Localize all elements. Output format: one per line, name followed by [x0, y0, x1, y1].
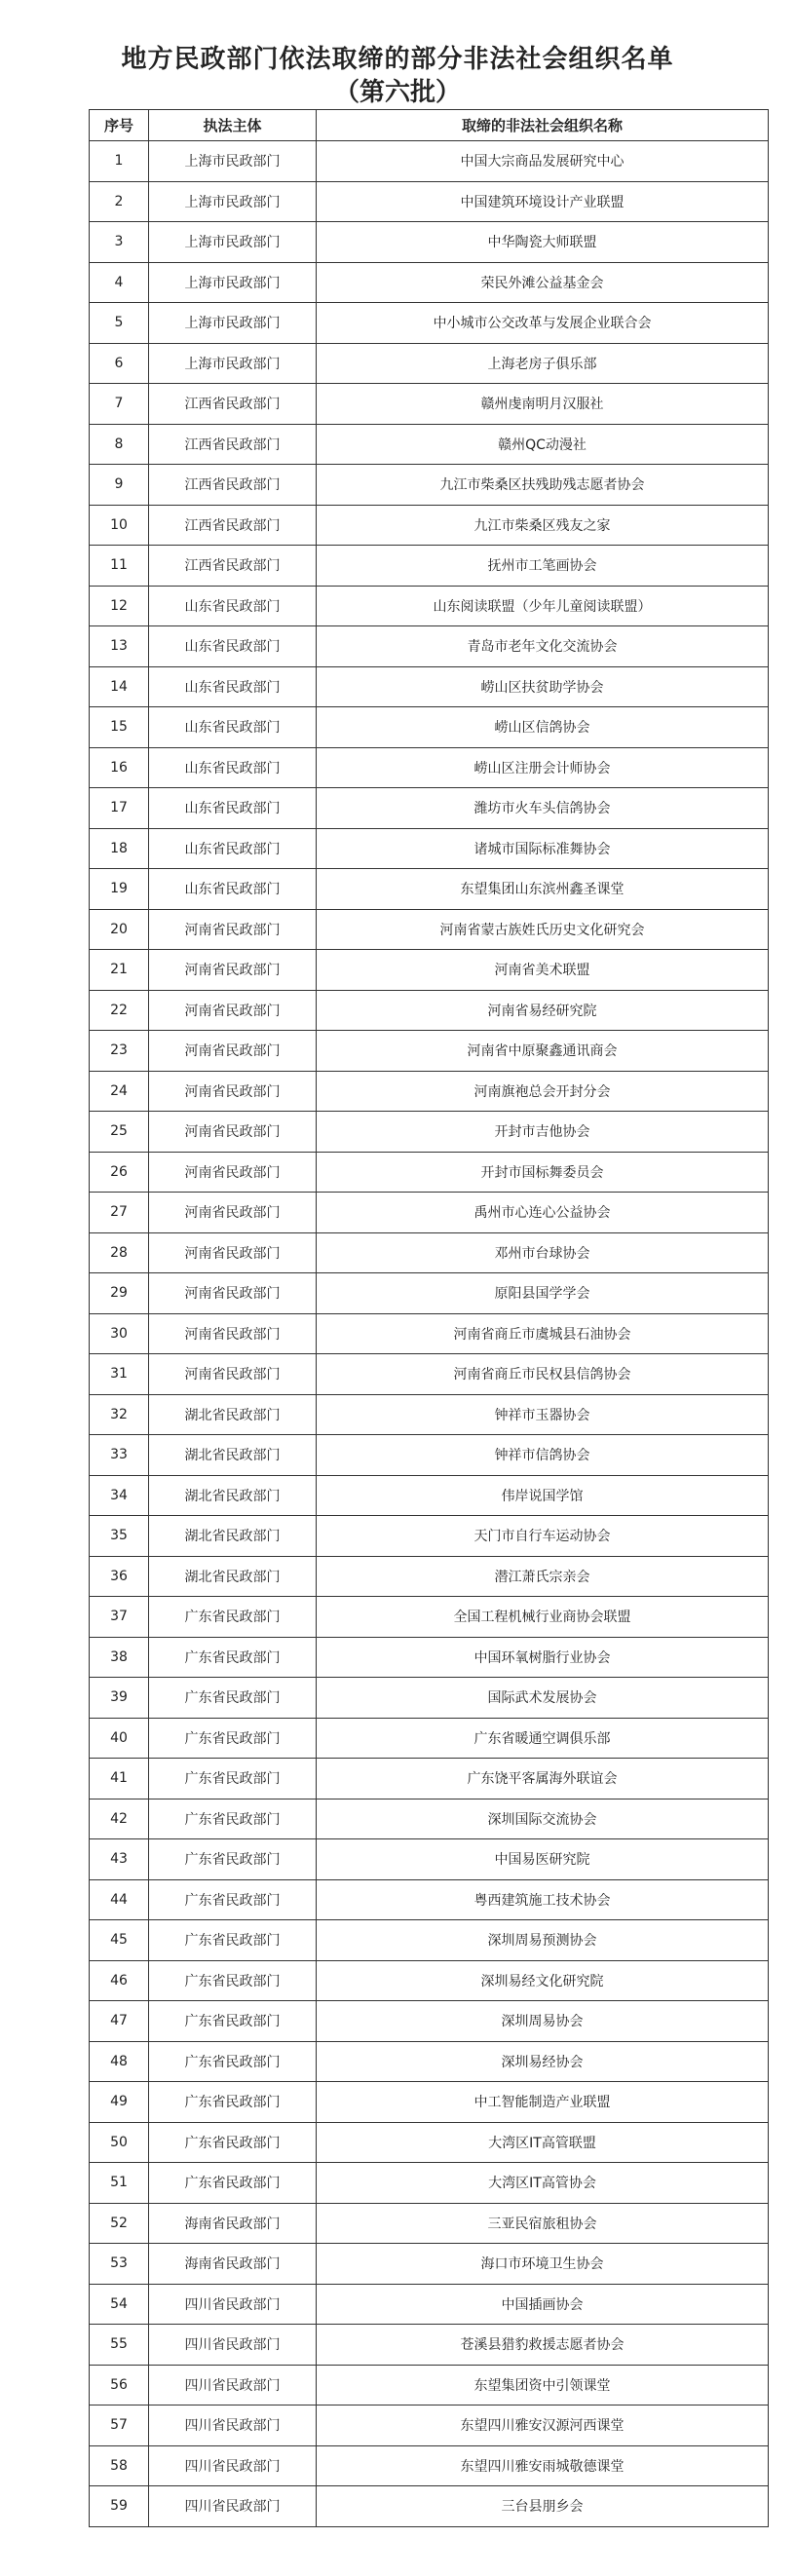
table-row: [90, 2041, 769, 2082]
cell-enforcer: 上海市民政部门: [149, 181, 317, 222]
cell-enforcer: 湖北省民政部门: [149, 1516, 317, 1557]
header-enforcer: 执法主体: [149, 110, 317, 141]
cell-organization: 深圳国际交流协会: [317, 1799, 769, 1839]
cell-organization: 崂山区信鸽协会: [317, 707, 769, 748]
cell-enforcer: 四川省民政部门: [149, 2486, 317, 2527]
cell-organization: 河南省商丘市虞城县石油协会: [317, 1313, 769, 1354]
cell-enforcer: 广东省民政部门: [149, 1799, 317, 1839]
table-row: [90, 1920, 769, 1961]
cell-enforcer: 上海市民政部门: [149, 222, 317, 263]
cell-index: 56: [90, 2365, 149, 2406]
cell-enforcer: 广东省民政部门: [149, 1637, 317, 1678]
table-row: [90, 2284, 769, 2325]
cell-organization: 中国大宗商品发展研究中心: [317, 141, 769, 182]
table-row: [90, 950, 769, 991]
cell-enforcer: 四川省民政部门: [149, 2325, 317, 2366]
header-index: 序号: [90, 110, 149, 141]
cell-enforcer: 海南省民政部门: [149, 2244, 317, 2285]
table-row: [90, 303, 769, 344]
cell-index: 7: [90, 384, 149, 425]
cell-enforcer: 广东省民政部门: [149, 1920, 317, 1961]
cell-organization: 河南省蒙古族姓氏历史文化研究会: [317, 909, 769, 950]
table-row: [90, 2163, 769, 2204]
cell-organization: 海口市环境卫生协会: [317, 2244, 769, 2285]
cell-enforcer: 江西省民政部门: [149, 384, 317, 425]
table-row: [90, 666, 769, 707]
cell-enforcer: 河南省民政部门: [149, 1112, 317, 1153]
table-row: [90, 1960, 769, 2001]
table-row: [90, 909, 769, 950]
cell-index: 15: [90, 707, 149, 748]
cell-organization: 伟岸说国学馆: [317, 1475, 769, 1516]
table-row: [90, 1394, 769, 1435]
table-row: [90, 1475, 769, 1516]
cell-organization: 钟祥市信鸽协会: [317, 1435, 769, 1476]
table-row: [90, 1637, 769, 1678]
cell-organization: 河南旗袍总会开封分会: [317, 1071, 769, 1112]
cell-index: 53: [90, 2244, 149, 2285]
cell-organization: 开封市吉他协会: [317, 1112, 769, 1153]
cell-organization: 河南省美术联盟: [317, 950, 769, 991]
cell-index: 17: [90, 788, 149, 829]
cell-index: 36: [90, 1556, 149, 1597]
table-row: [90, 2486, 769, 2527]
cell-index: 52: [90, 2203, 149, 2244]
cell-enforcer: 海南省民政部门: [149, 2203, 317, 2244]
cell-organization: 广东饶平客属海外联谊会: [317, 1759, 769, 1799]
table-row: [90, 1516, 769, 1557]
cell-enforcer: 四川省民政部门: [149, 2284, 317, 2325]
cell-enforcer: 河南省民政部门: [149, 1152, 317, 1193]
table-row: [90, 505, 769, 546]
organization-table: [89, 109, 769, 2527]
cell-enforcer: 广东省民政部门: [149, 2001, 317, 2042]
cell-organization: 东望集团山东滨州鑫圣课堂: [317, 869, 769, 910]
table-row: [90, 2082, 769, 2123]
cell-organization: 邓州市台球协会: [317, 1232, 769, 1273]
cell-organization: 天门市自行车运动协会: [317, 1516, 769, 1557]
cell-organization: 九江市柴桑区扶残助残志愿者协会: [317, 465, 769, 506]
cell-organization: 青岛市老年文化交流协会: [317, 626, 769, 667]
cell-organization: 禹州市心连心公益协会: [317, 1193, 769, 1233]
table-row: [90, 1435, 769, 1476]
cell-organization: 深圳周易协会: [317, 2001, 769, 2042]
cell-organization: 大湾区IT高管联盟: [317, 2122, 769, 2163]
cell-index: 26: [90, 1152, 149, 1193]
cell-organization: 潍坊市火车头信鸽协会: [317, 788, 769, 829]
cell-organization: 诸城市国际标准舞协会: [317, 828, 769, 869]
table-row: [90, 141, 769, 182]
cell-index: 39: [90, 1678, 149, 1719]
cell-organization: 河南省商丘市民权县信鸽协会: [317, 1354, 769, 1395]
cell-organization: 粤西建筑施工技术协会: [317, 1879, 769, 1920]
cell-organization: 赣州虔南明月汉服社: [317, 384, 769, 425]
cell-organization: 中华陶瓷大师联盟: [317, 222, 769, 263]
cell-index: 27: [90, 1193, 149, 1233]
cell-enforcer: 山东省民政部门: [149, 586, 317, 626]
table-row: [90, 1071, 769, 1112]
cell-enforcer: 上海市民政部门: [149, 262, 317, 303]
table-row: [90, 990, 769, 1031]
cell-enforcer: 江西省民政部门: [149, 546, 317, 587]
document-subtitle: （第六批）: [333, 78, 461, 107]
cell-organization: 荣民外滩公益基金会: [317, 262, 769, 303]
cell-index: 44: [90, 1879, 149, 1920]
cell-organization: 全国工程机械行业商协会联盟: [317, 1597, 769, 1638]
cell-index: 29: [90, 1273, 149, 1314]
cell-index: 37: [90, 1597, 149, 1638]
cell-organization: 开封市国标舞委员会: [317, 1152, 769, 1193]
table-row: [90, 1031, 769, 1072]
cell-index: 2: [90, 181, 149, 222]
cell-index: 59: [90, 2486, 149, 2527]
cell-enforcer: 江西省民政部门: [149, 505, 317, 546]
cell-organization: 中国环氧树脂行业协会: [317, 1637, 769, 1678]
cell-enforcer: 广东省民政部门: [149, 1960, 317, 2001]
cell-organization: 深圳周易预测协会: [317, 1920, 769, 1961]
cell-index: 1: [90, 141, 149, 182]
cell-index: 19: [90, 869, 149, 910]
cell-index: 20: [90, 909, 149, 950]
table-header-row: [90, 110, 769, 141]
cell-index: 31: [90, 1354, 149, 1395]
cell-index: 54: [90, 2284, 149, 2325]
cell-enforcer: 上海市民政部门: [149, 141, 317, 182]
cell-enforcer: 河南省民政部门: [149, 1071, 317, 1112]
table-row: [90, 1273, 769, 1314]
cell-organization: 三亚民宿旅租协会: [317, 2203, 769, 2244]
cell-enforcer: 广东省民政部门: [149, 1879, 317, 1920]
cell-index: 41: [90, 1759, 149, 1799]
cell-organization: 东望集团资中引领课堂: [317, 2365, 769, 2406]
cell-enforcer: 广东省民政部门: [149, 2122, 317, 2163]
cell-index: 22: [90, 990, 149, 1031]
cell-organization: 中国易医研究院: [317, 1839, 769, 1880]
cell-organization: 三台县朋乡会: [317, 2486, 769, 2527]
table-row: [90, 2365, 769, 2406]
table-row: [90, 626, 769, 667]
cell-index: 10: [90, 505, 149, 546]
cell-enforcer: 河南省民政部门: [149, 1313, 317, 1354]
table-row: [90, 1678, 769, 1719]
table-row: [90, 424, 769, 465]
cell-enforcer: 湖北省民政部门: [149, 1394, 317, 1435]
cell-index: 16: [90, 747, 149, 788]
cell-enforcer: 湖北省民政部门: [149, 1475, 317, 1516]
cell-index: 4: [90, 262, 149, 303]
cell-enforcer: 河南省民政部门: [149, 950, 317, 991]
cell-index: 48: [90, 2041, 149, 2082]
table-row: [90, 2001, 769, 2042]
table-row: [90, 747, 769, 788]
cell-index: 51: [90, 2163, 149, 2204]
cell-enforcer: 广东省民政部门: [149, 1678, 317, 1719]
cell-index: 23: [90, 1031, 149, 1072]
cell-index: 18: [90, 828, 149, 869]
cell-enforcer: 河南省民政部门: [149, 1354, 317, 1395]
cell-enforcer: 广东省民政部门: [149, 1759, 317, 1799]
cell-enforcer: 湖北省民政部门: [149, 1556, 317, 1597]
cell-index: 47: [90, 2001, 149, 2042]
table-row: [90, 1597, 769, 1638]
table-row: [90, 788, 769, 829]
cell-index: 34: [90, 1475, 149, 1516]
table-row: [90, 1354, 769, 1395]
cell-index: 28: [90, 1232, 149, 1273]
cell-enforcer: 河南省民政部门: [149, 1193, 317, 1233]
cell-organization: 中国插画协会: [317, 2284, 769, 2325]
table-row: [90, 828, 769, 869]
table-row: [90, 465, 769, 506]
cell-enforcer: 河南省民政部门: [149, 1273, 317, 1314]
cell-enforcer: 江西省民政部门: [149, 465, 317, 506]
cell-organization: 河南省易经研究院: [317, 990, 769, 1031]
cell-index: 49: [90, 2082, 149, 2123]
table-row: [90, 343, 769, 384]
table-row: [90, 2122, 769, 2163]
cell-enforcer: 山东省民政部门: [149, 869, 317, 910]
cell-organization: 抚州市工笔画协会: [317, 546, 769, 587]
cell-organization: 原阳县国学学会: [317, 1273, 769, 1314]
cell-organization: 山东阅读联盟（少年儿童阅读联盟）: [317, 586, 769, 626]
cell-enforcer: 四川省民政部门: [149, 2365, 317, 2406]
cell-organization: 东望四川雅安汉源河西课堂: [317, 2406, 769, 2446]
cell-organization: 深圳易经协会: [317, 2041, 769, 2082]
cell-enforcer: 河南省民政部门: [149, 909, 317, 950]
table-row: [90, 181, 769, 222]
table-row: [90, 2445, 769, 2486]
cell-enforcer: 广东省民政部门: [149, 2041, 317, 2082]
cell-organization: 东望四川雅安雨城敬德课堂: [317, 2445, 769, 2486]
cell-organization: 中国建筑环境设计产业联盟: [317, 181, 769, 222]
cell-organization: 河南省中原聚鑫通讯商会: [317, 1031, 769, 1072]
cell-enforcer: 广东省民政部门: [149, 1839, 317, 1880]
cell-index: 30: [90, 1313, 149, 1354]
cell-organization: 潜江萧氏宗亲会: [317, 1556, 769, 1597]
cell-index: 6: [90, 343, 149, 384]
cell-index: 40: [90, 1718, 149, 1759]
cell-enforcer: 山东省民政部门: [149, 666, 317, 707]
cell-index: 21: [90, 950, 149, 991]
cell-enforcer: 广东省民政部门: [149, 1597, 317, 1638]
cell-index: 55: [90, 2325, 149, 2366]
cell-organization: 深圳易经文化研究院: [317, 1960, 769, 2001]
table-row: [90, 384, 769, 425]
table-row: [90, 546, 769, 587]
document-title: 地方民政部门依法取缔的部分非法社会组织名单: [121, 45, 674, 74]
cell-index: 33: [90, 1435, 149, 1476]
table-row: [90, 2244, 769, 2285]
cell-organization: 钟祥市玉器协会: [317, 1394, 769, 1435]
table-row: [90, 1839, 769, 1880]
cell-index: 13: [90, 626, 149, 667]
table-row: [90, 2203, 769, 2244]
cell-organization: 国际武术发展协会: [317, 1678, 769, 1719]
cell-index: 35: [90, 1516, 149, 1557]
cell-organization: 崂山区注册会计师协会: [317, 747, 769, 788]
table-row: [90, 869, 769, 910]
cell-index: 9: [90, 465, 149, 506]
cell-index: 25: [90, 1112, 149, 1153]
cell-index: 12: [90, 586, 149, 626]
cell-enforcer: 江西省民政部门: [149, 424, 317, 465]
cell-organization: 上海老房子俱乐部: [317, 343, 769, 384]
cell-enforcer: 四川省民政部门: [149, 2406, 317, 2446]
cell-index: 50: [90, 2122, 149, 2163]
cell-index: 57: [90, 2406, 149, 2446]
cell-enforcer: 湖北省民政部门: [149, 1435, 317, 1476]
cell-organization: 广东省暖通空调俱乐部: [317, 1718, 769, 1759]
table-row: [90, 1193, 769, 1233]
header-organization: 取缔的非法社会组织名称: [317, 110, 769, 141]
table-row: [90, 1718, 769, 1759]
cell-organization: 崂山区扶贫助学协会: [317, 666, 769, 707]
cell-enforcer: 山东省民政部门: [149, 626, 317, 667]
cell-enforcer: 广东省民政部门: [149, 2163, 317, 2204]
table-row: [90, 262, 769, 303]
cell-enforcer: 山东省民政部门: [149, 788, 317, 829]
table-row: [90, 1799, 769, 1839]
cell-enforcer: 山东省民政部门: [149, 828, 317, 869]
cell-index: 58: [90, 2445, 149, 2486]
cell-index: 24: [90, 1071, 149, 1112]
cell-index: 14: [90, 666, 149, 707]
cell-organization: 苍溪县猎豹救援志愿者协会: [317, 2325, 769, 2366]
cell-enforcer: 河南省民政部门: [149, 1232, 317, 1273]
table-row: [90, 1152, 769, 1193]
cell-index: 32: [90, 1394, 149, 1435]
cell-index: 46: [90, 1960, 149, 2001]
cell-index: 45: [90, 1920, 149, 1961]
cell-index: 5: [90, 303, 149, 344]
cell-organization: 九江市柴桑区残友之家: [317, 505, 769, 546]
cell-enforcer: 广东省民政部门: [149, 2082, 317, 2123]
table-row: [90, 1879, 769, 1920]
cell-enforcer: 河南省民政部门: [149, 1031, 317, 1072]
cell-index: 3: [90, 222, 149, 263]
cell-enforcer: 山东省民政部门: [149, 747, 317, 788]
cell-organization: 赣州QC动漫社: [317, 424, 769, 465]
cell-index: 11: [90, 546, 149, 587]
cell-index: 8: [90, 424, 149, 465]
cell-enforcer: 上海市民政部门: [149, 343, 317, 384]
table-row: [90, 2406, 769, 2446]
cell-index: 38: [90, 1637, 149, 1678]
table-row: [90, 1556, 769, 1597]
table-row: [90, 1759, 769, 1799]
cell-organization: 中小城市公交改革与发展企业联合会: [317, 303, 769, 344]
table-row: [90, 1313, 769, 1354]
cell-enforcer: 河南省民政部门: [149, 990, 317, 1031]
cell-enforcer: 四川省民政部门: [149, 2445, 317, 2486]
cell-organization: 中工智能制造产业联盟: [317, 2082, 769, 2123]
cell-organization: 大湾区IT高管协会: [317, 2163, 769, 2204]
table-row: [90, 707, 769, 748]
table-row: [90, 586, 769, 626]
cell-index: 43: [90, 1839, 149, 1880]
table-row: [90, 2325, 769, 2366]
cell-enforcer: 上海市民政部门: [149, 303, 317, 344]
table-row: [90, 222, 769, 263]
cell-enforcer: 山东省民政部门: [149, 707, 317, 748]
cell-enforcer: 广东省民政部门: [149, 1718, 317, 1759]
table-row: [90, 1232, 769, 1273]
cell-index: 42: [90, 1799, 149, 1839]
table-row: [90, 1112, 769, 1153]
